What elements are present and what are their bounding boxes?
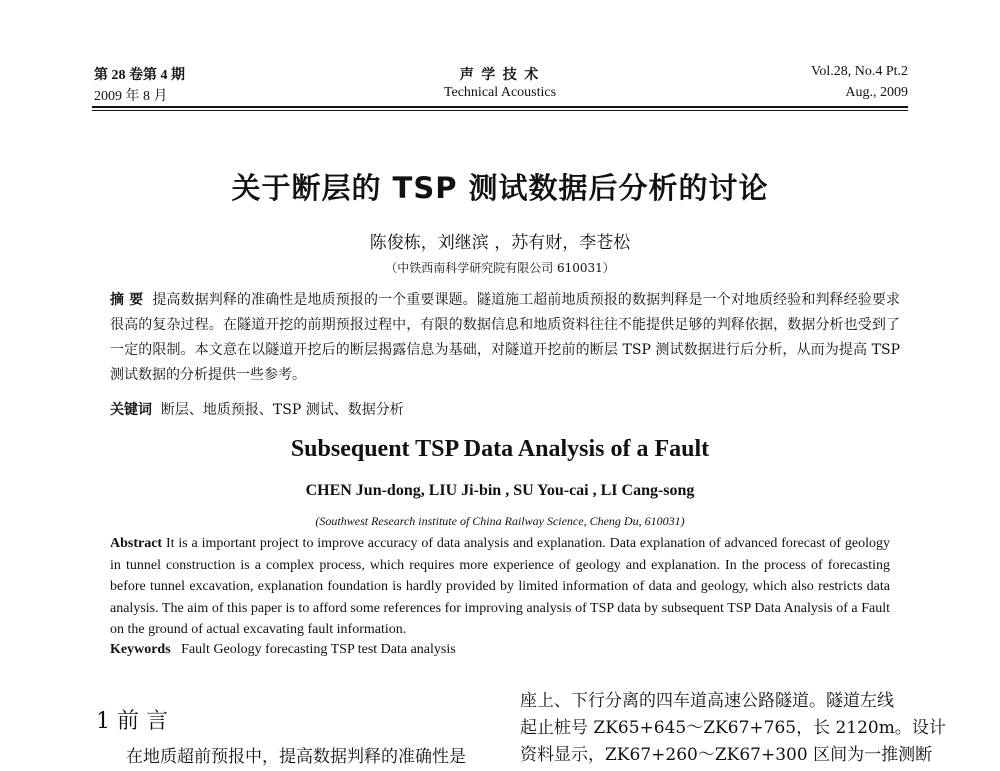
abstract-zh-label: 摘 要: [110, 292, 144, 308]
keywords-en: [110, 642, 456, 658]
abstract-en-text: It is a important project to improve accuracy of data analysis and explanation. Data explanation of advanced forecast of geology in tunnel construction is a complex process, which requires more experience of geology and explanation. In the process of forecasting before tunnel excavation, explanation foundation is hardly provided by limited information of data and geology, which also restricts data analysis. The aim of this paper is to afford some references for improving analysis of TSP data by subsequent TSP Data Analysis of a Fault on the ground of actual excavating fault information.: [110, 536, 890, 637]
keywords-zh-text: 断层、地质预报、TSP 测试、数据分析: [160, 402, 404, 418]
abstract-zh: [110, 288, 900, 388]
keywords-en-label: Keywords: [110, 642, 171, 657]
right-col-line: 座上、下行分离的四车道高速公路隧道。隧道左线: [520, 691, 894, 711]
journal-volume-en: Vol.28, No.4 Pt.2: [811, 64, 908, 79]
journal-name-en: Technical Acoustics: [443, 85, 557, 100]
keywords-en-text: Fault Geology forecasting TSP test Data analysis: [181, 642, 456, 657]
paper-title-zh: 关于断层的 TSP 测试数据后分析的讨论: [231, 171, 769, 205]
right-col-line: 起止桩号 ZK65+645～ZK67+765，长 2120m。设计: [520, 718, 946, 738]
affiliation-zh: （中铁西南科学研究院有限公司 610031）: [385, 261, 615, 275]
header-rule-thick: [92, 106, 908, 108]
abstract-en-label: Abstract: [110, 536, 163, 551]
right-col-line: 资料显示，ZK67+260～ZK67+300 区间为一推测断: [520, 745, 933, 765]
keywords-zh: [110, 398, 900, 423]
abstract-zh-text: 提高数据判释的准确性是地质预报的一个重要课题。隧道施工超前地质预报的数据判释是一个对地质经验和判释经验要求很高的复杂过程。在隧道开挖的前期预报过程中，有限的数据信息和地质资料往往不能提供足够的判释依据，数据分析也受到了一定的限制。本文意在以隧道开挖后的断层揭露信息为基础，对隧道开挖前的断层 TSP 测试数据进行后分析，从而为提高 TSP 测试数据的分析提供一些参考。: [110, 292, 900, 383]
affiliation-en: (Southwest Research institute of China Railway Science, Cheng Du, 610031): [315, 514, 685, 528]
abstract-en: [110, 533, 890, 641]
authors-en: CHEN Jun-dong, LIU Ji-bin , SU You-cai , LI Cang-song: [305, 482, 695, 499]
section-heading: 1 前 言: [96, 709, 168, 734]
header-rule-thin: [92, 110, 908, 111]
section-right-column: [520, 688, 946, 769]
journal-date-en: Aug., 2009: [845, 85, 908, 100]
journal-date: 2009 年 8 月: [94, 89, 168, 104]
journal-volume: 第 28 卷第 4 期: [94, 68, 185, 83]
authors-zh: 陈俊栋，刘继滨 ，苏有财，李苍松: [369, 233, 631, 253]
section-left-text: 在地质超前预报中，提高数据判释的准确性是: [126, 747, 466, 767]
keywords-zh-label: 关键词: [110, 402, 152, 418]
paper-title-en: Subsequent TSP Data Analysis of a Fault: [290, 436, 710, 462]
journal-name-zh: 声 学 技 术: [459, 68, 541, 83]
